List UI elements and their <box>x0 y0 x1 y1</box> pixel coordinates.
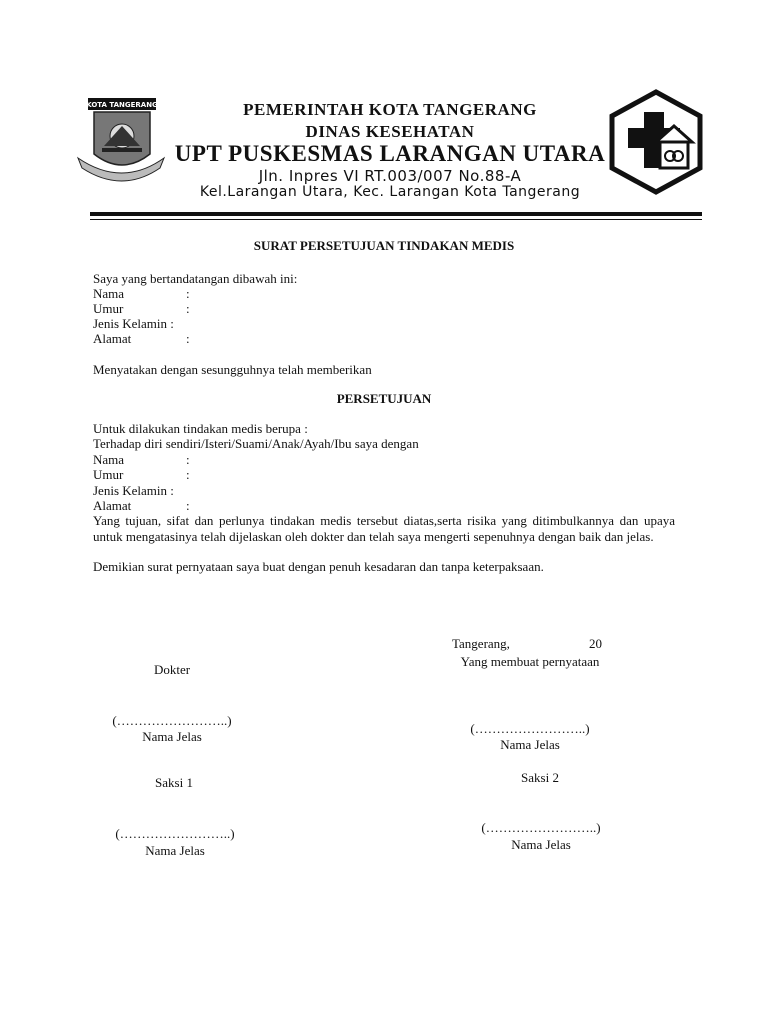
witness2-signature-blank: (……………………..) <box>481 820 601 835</box>
field-label-umur: Umur <box>93 467 124 482</box>
consent-heading: PERSETUJUAN <box>336 391 432 406</box>
field-colon: : <box>186 286 190 301</box>
witness1-name-label: Nama Jelas <box>145 843 205 858</box>
header-divider-thick <box>90 212 702 216</box>
signature-year: 20 <box>589 636 602 651</box>
field-colon: : <box>186 331 190 346</box>
field-label-nama: Nama <box>93 286 125 301</box>
field-label-jenis-kelamin: Jenis Kelamin : <box>93 316 174 331</box>
doctor-signature-blank: (……………………..) <box>112 713 232 728</box>
closing-statement: Demikian surat pernyataan saya buat dengan penuh kesadaran dan tanpa keterpaksaan. <box>93 559 544 574</box>
field-colon: : <box>186 452 190 467</box>
maker-label: Yang membuat pernyataan <box>460 654 600 669</box>
procedure-line: Untuk dilakukan tindakan medis berupa : <box>93 421 308 436</box>
witness1-signature-blank: (……………………..) <box>115 826 235 841</box>
field-label-jenis-kelamin: Jenis Kelamin : <box>93 483 174 498</box>
logo-left-label: KOTA TANGERANG <box>86 101 158 109</box>
field-colon: : <box>186 301 190 316</box>
header-district: Kel.Larangan Utara, Kec. Larangan Kota Tangerang <box>199 184 581 200</box>
relation-line: Terhadap diri sendiri/Isteri/Suami/Anak/Ayah/Ibu saya dengan <box>93 436 419 451</box>
explanation-paragraph: Yang tujuan, sifat dan perlunya tindakan medis tersebut diatas,serta risika yang ditimbulkannya dan upaya untuk mengatasinya telah dijelaskan oleh dokter dan telah saya mengerti sepenuhnya dengan baik dan jelas. <box>93 513 675 544</box>
field-colon: : <box>186 467 190 482</box>
statement-text: Menyatakan dengan sesungguhnya telah memberikan <box>93 362 372 377</box>
intro-text: Saya yang bertandatangan dibawah ini: <box>93 271 298 286</box>
document-title: SURAT PERSETUJUAN TINDAKAN MEDIS <box>253 238 515 253</box>
witness2-label: Saksi 2 <box>521 770 559 785</box>
field-label-umur: Umur <box>93 301 124 316</box>
signature-place: Tangerang, <box>452 636 510 651</box>
header-government: PEMERINTAH KOTA TANGERANG <box>243 100 537 119</box>
witness1-label: Saksi 1 <box>155 775 193 790</box>
field-label-alamat: Alamat <box>93 331 132 346</box>
header-department: DINAS KESEHATAN <box>305 122 475 141</box>
field-label-nama: Nama <box>93 452 125 467</box>
maker-name-label: Nama Jelas <box>500 737 560 752</box>
doctor-label: Dokter <box>153 662 191 677</box>
field-label-alamat: Alamat <box>93 498 132 513</box>
header-divider-thin <box>90 219 702 220</box>
witness2-name-label: Nama Jelas <box>511 837 571 852</box>
doctor-name-label: Nama Jelas <box>142 729 202 744</box>
field-colon: : <box>186 498 190 513</box>
puskesmas-logo <box>604 88 708 196</box>
maker-signature-blank: (……………………..) <box>470 721 590 736</box>
header-puskesmas: UPT PUSKESMAS LARANGAN UTARA <box>174 141 606 166</box>
header-address: Jln. Inpres VI RT.003/007 No.88-A <box>258 167 522 185</box>
